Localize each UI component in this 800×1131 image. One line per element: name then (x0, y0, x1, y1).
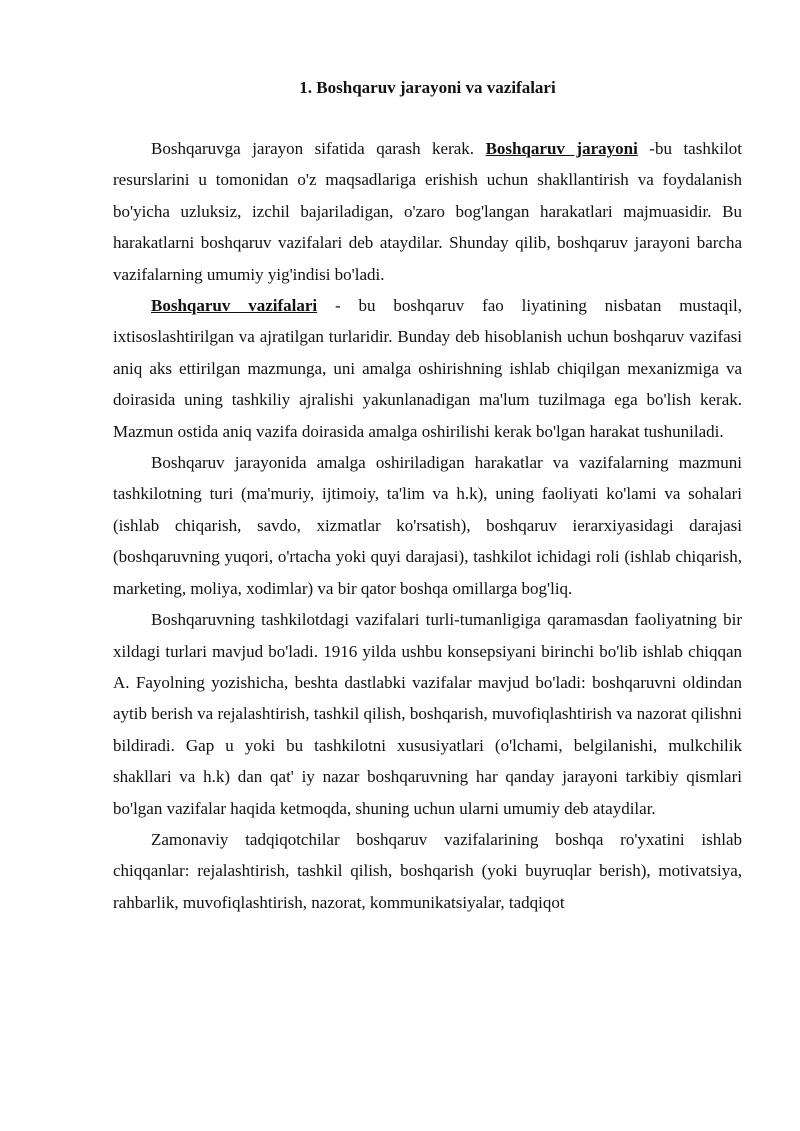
paragraph-1-text: -bu tashkilot resurslarini u tomonidan o'z maqsadlariga erishish uchun shakllantirish va foydalanish bo'yicha uzluksiz, izchil bajariladigan, o'zaro bog'langan harakatlari majmuasidir. Bu harakatlarni boshqaruv vazifalari deb ataydilar. Shunday qilib, boshqaruv jarayoni barcha vazifalarning umumiy yig'indisi bo'ladi. (113, 139, 743, 284)
term-boshqaruv-vazifalari: Boshqaruv vazifalari (151, 296, 318, 316)
paragraph-1 (113, 133, 742, 290)
paragraph-2-text: - bu boshqaruv fao liyatining nisbatan mustaqil, ixtisoslashtirilgan va ajratilgan turlaridir. Bunday deb hisoblanish uchun boshqaruv vazifasi aniq aks ettirilgan mazmunga, uni amalga oshirishning ishlab chiqilgan mexanizmiga va doirasida uning tashkiliy ajralishi yakunlanadigan ma'lum tuzilmaga ega bo'lish kerak. Mazmun ostida aniq vazifa doirasida amalga oshirilishi kerak bo'lgan harakat tushuniladi. (113, 296, 742, 441)
paragraph-4: Boshqaruvning tashkilotdagi vazifalari turli-tumanligiga qaramasdan faoliyatning bir xildagi turlari mavjud bo'ladi. 1916 yilda ushbu konsepsiyani birinchi bo'lib ishlab chiqqan A. Fayolning yozishicha, beshta dastlabki vazifalar mavjud bo'ladi: boshqaruvni oldindan aytib berish va rejalashtirish, tashkil qilish, boshqarish, muvofiqlashtirish va nazorat qilishni bildiradi. Gap u yoki bu tashkilotni xususiyatlari (o'lchami, belgilanishi, mulkchilik shakllari va h.k) dan qat' iy nazar boshqaruvning har qanday jarayoni tarkibiy qismlari bo'lgan vazifalar haqida ketmoqda, shuning uchun ularni umumiy deb ataydilar. (113, 610, 742, 818)
document-body (113, 133, 742, 918)
term-boshqaruv-jarayoni: Boshqaruv jarayoni (485, 139, 638, 158)
paragraph-2 (113, 290, 742, 447)
paragraph-5: Zamonaviy tadqiqotchilar boshqaruv vazifalarining boshqa ro'yxatini ishlab chiqqanlar: rejalashtirish, tashkil qilish, boshqarish (yoki buyruqlar berish), motivatsiya, rahbarlik, muvofiqlashtirish, nazorat, kommunikatsiyalar, tadqiqot (113, 829, 742, 912)
paragraph-1-intro: Boshqaruvga jarayon sifatida qarash kerak. (151, 139, 486, 158)
paragraph-3: Boshqaruv jarayonida amalga oshiriladigan harakatlar va vazifalarning mazmuni tashkilotning turi (ma'muriy, ijtimoiy, ta'lim va h.k), uning faoliyati ko'lami va sohalari (ishlab chiqarish, savdo, xizmatlar ko'rsatish), boshqaruv ierarxiyasidagi darajasi (boshqaruvning yuqori, o'rtacha yoki quyi darajasi), tashkilot ichidagi roli (ishlab chiqarish, marketing, moliya, xodimlar) va bir qator boshqa omillarga bog'liq. (113, 453, 742, 598)
document-title: 1. Boshqaruv jarayoni va vazifalari (299, 78, 556, 97)
